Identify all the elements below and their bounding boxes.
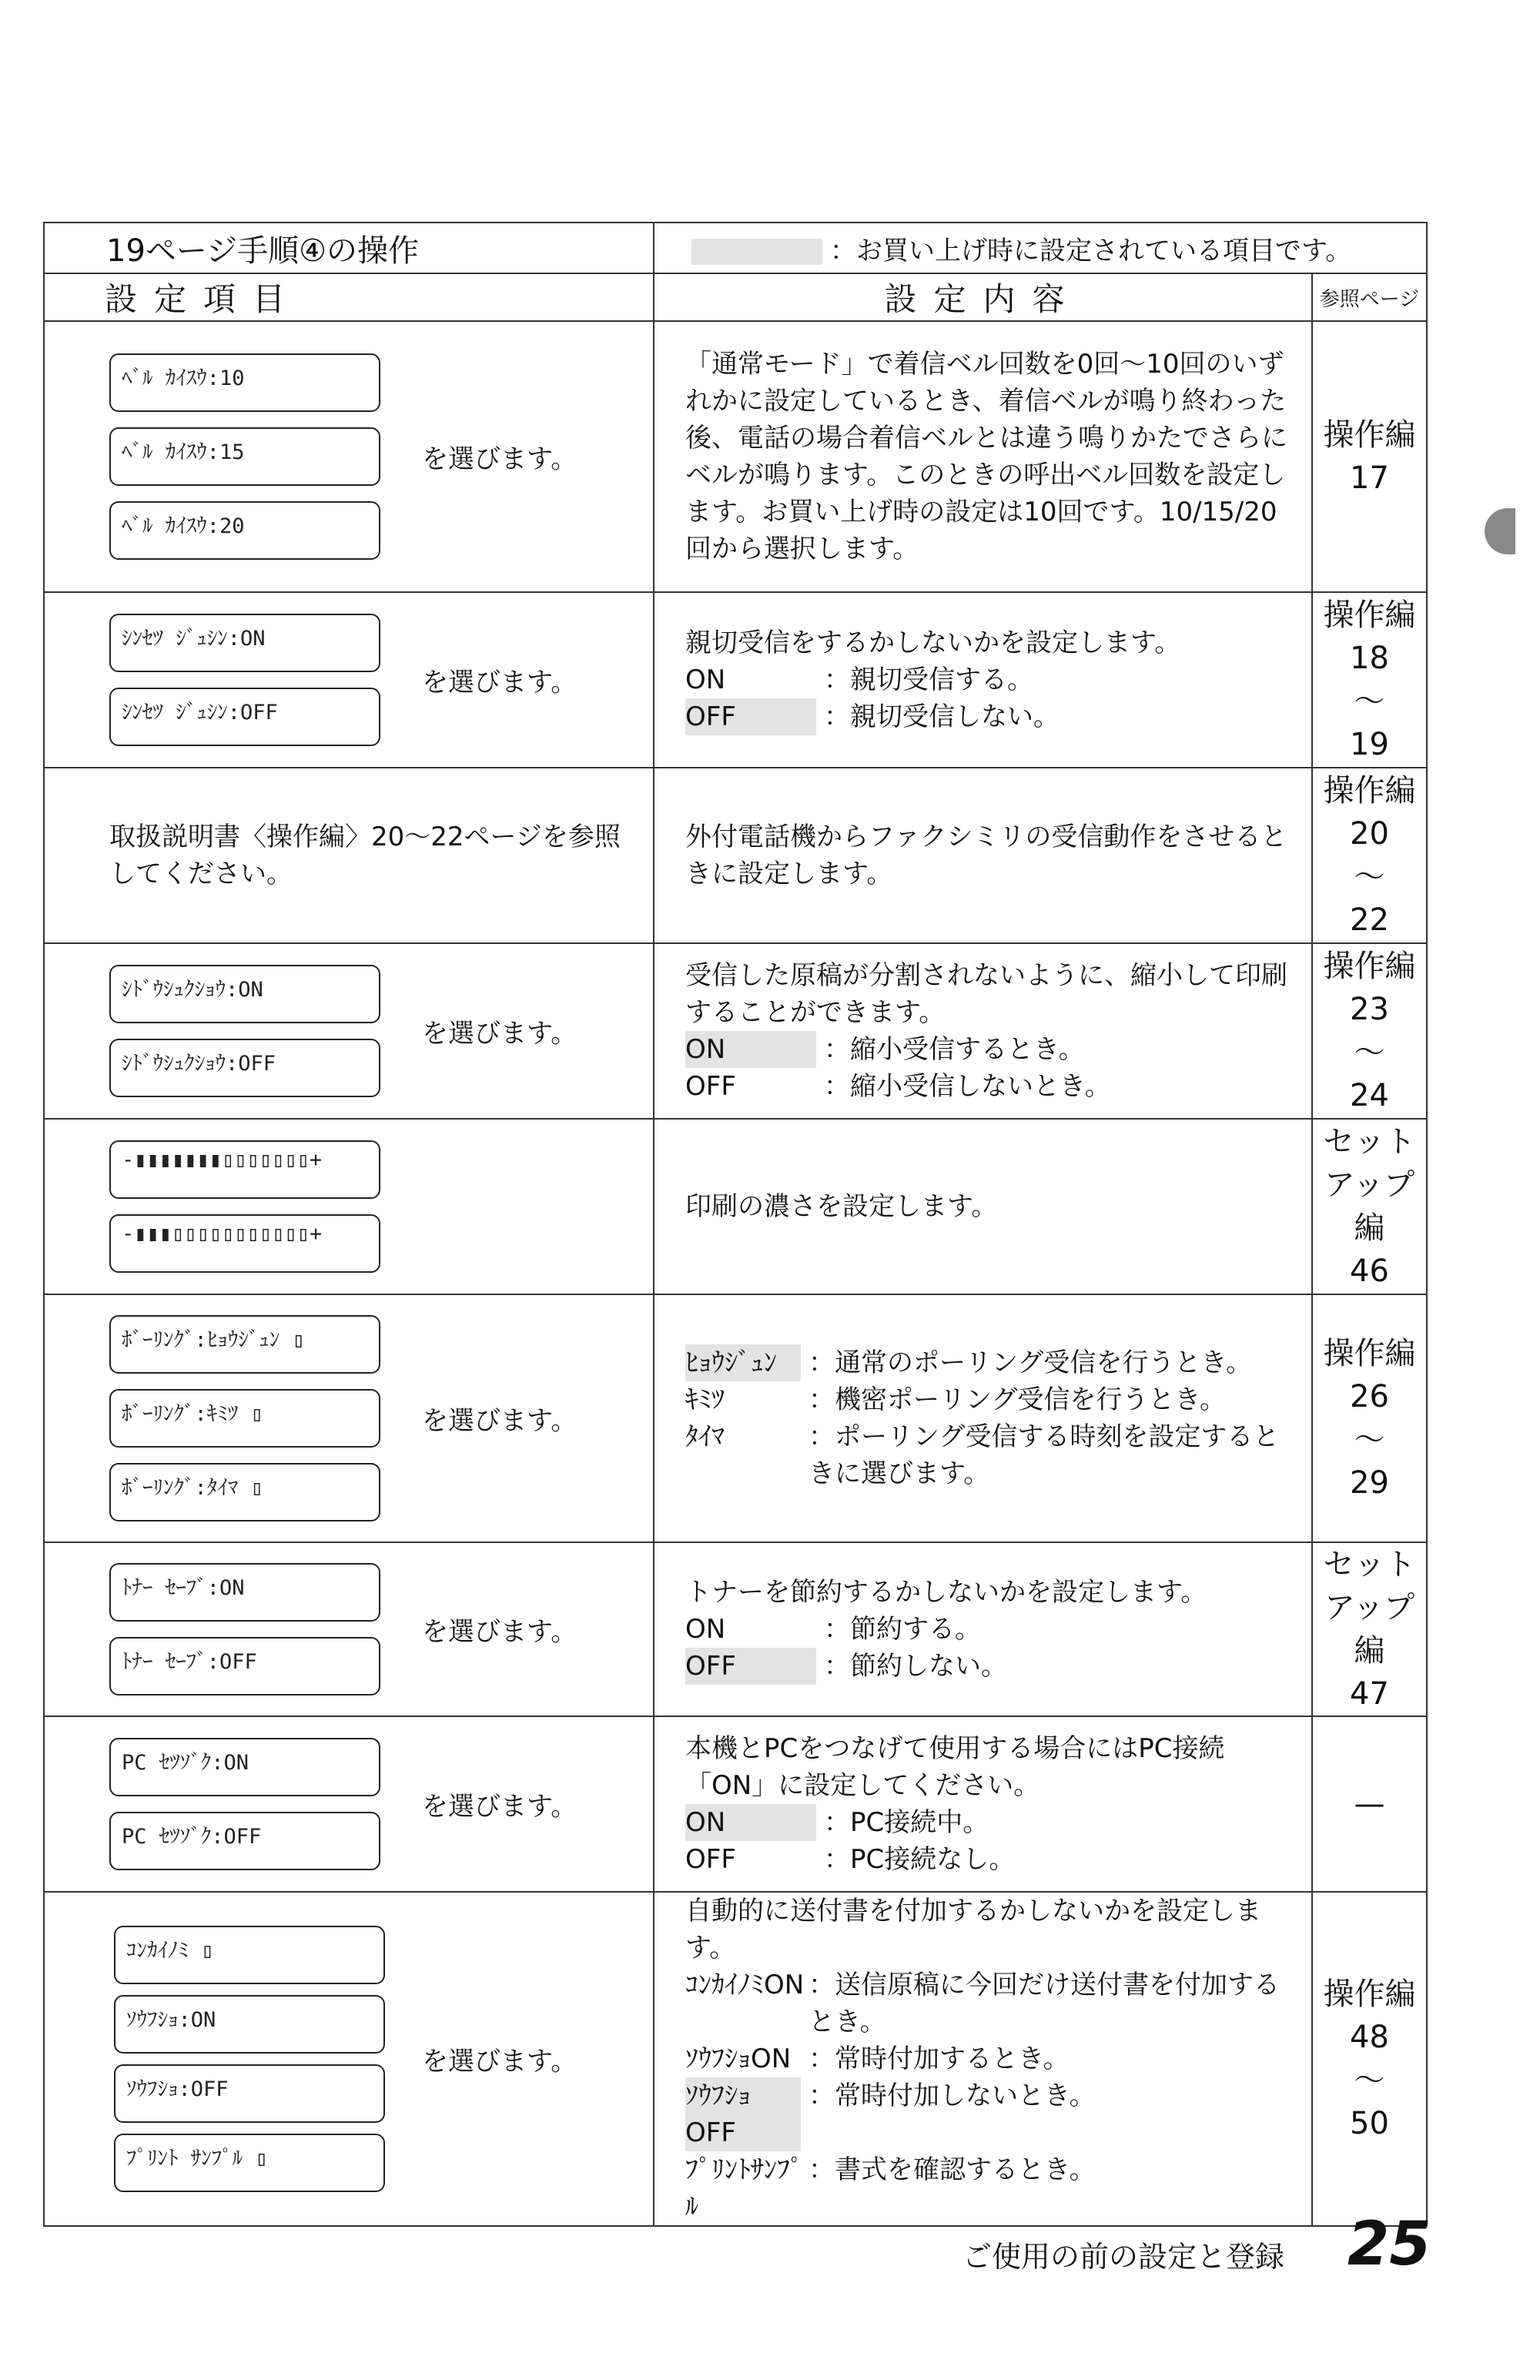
lcd-option: ｼﾝｾﾂ ｼﾞｭｼﾝ:ON: [109, 614, 380, 672]
option-key-default: ﾋｮｳｼﾞｭﾝ: [685, 1344, 801, 1381]
ref-page-number: 24: [1350, 1078, 1389, 1113]
option-line: [685, 1967, 1288, 2040]
ref-range-sep: ～: [1354, 859, 1385, 895]
lcd-option: ｿｳﾌｼｮ:OFF: [114, 2064, 385, 2123]
table-row: [44, 1542, 1427, 1716]
lcd-option: PC ｾﾂｿﾞｸ:ON: [109, 1738, 380, 1796]
option-line: [685, 2077, 1288, 2151]
select-instruction: を選びます。: [422, 1791, 578, 1823]
option-desc: ：親切受信しない。: [824, 701, 1060, 732]
description-intro: トナーを節約するかしないかを設定します。: [685, 1577, 1207, 1608]
column-header-ref: 参照ページ: [1312, 273, 1427, 321]
option-line: [685, 1611, 1288, 1648]
option-key: ｺﾝｶｲﾉﾐON: [685, 1970, 805, 2000]
option-key-default: ｿｳﾌｼｮOFF: [685, 2077, 801, 2151]
ref-range-sep: ～: [1354, 1422, 1385, 1458]
option-desc: ：送信原稿に今回だけ送付書を付加するとき。: [808, 1970, 1280, 2037]
option-line: [685, 2151, 1288, 2225]
select-instruction: を選びます。: [422, 1405, 578, 1437]
option-desc: ：縮小受信しないとき。: [824, 1071, 1111, 1102]
legend-text: ：お買い上げ時に設定されている項目です。: [830, 235, 1352, 266]
option-key-default: OFF: [685, 698, 816, 735]
setting-item-cell: [44, 1716, 654, 1892]
setting-description: 印刷の濃さを設定します。: [654, 1119, 1312, 1294]
setting-description: 「通常モード」で着信ベル回数を0回～10回のいずれかに設定しているとき、着信ベルが鳴り終わった後、電話の場合着信ベルとは違う鳴りかたでさらにベルが鳴ります。このときの呼出ベル回数を設定します。お買い上げ時の設定は10回です。10/15/20回から選択します。: [654, 321, 1312, 592]
lcd-option: ﾎﾞｰﾘﾝｸﾞ:ﾀｲﾏ ▯: [109, 1463, 380, 1521]
lcd-options: [109, 1543, 380, 1716]
ref-range-sep: ～: [1354, 1035, 1385, 1070]
option-desc: ：機密ポーリング受信を行うとき。: [808, 1384, 1226, 1415]
ref-page-number: 46: [1350, 1254, 1389, 1289]
option-line: [685, 1381, 1288, 1418]
ref-page-number: 26: [1350, 1379, 1389, 1414]
option-key: ON: [685, 664, 726, 695]
lcd-options: [109, 1295, 380, 1541]
lcd-option: ｺﾝｶｲﾉﾐ ▯: [114, 1926, 385, 1984]
lcd-option: ｼﾄﾞｳｼｭｸｼｮｳ:OFF: [109, 1039, 380, 1097]
option-line: [685, 698, 1288, 735]
ref-manual: 操作編: [1323, 417, 1416, 453]
select-instruction: を選びます。: [422, 1018, 578, 1049]
description-intro: 親切受信をするかしないかを設定します。: [685, 628, 1181, 658]
lcd-option: ｿｳﾌｼｮ:ON: [114, 1995, 385, 2054]
lcd-option: ｼﾝｾﾂ ｼﾞｭｼﾝ:OFF: [109, 688, 380, 746]
lcd-options: [109, 593, 380, 767]
option-desc: ：節約する。: [824, 1614, 981, 1645]
section-tab-marker: [1485, 508, 1515, 554]
option-line: [685, 1418, 1288, 1492]
ref-page-number: 19: [1350, 727, 1389, 762]
option-desc: ：節約しない。: [824, 1651, 1007, 1682]
option-desc: ：親切受信する。: [824, 664, 1033, 695]
option-line: [685, 2040, 1288, 2077]
ref-page-number: 23: [1350, 992, 1389, 1027]
table-header-row: [44, 273, 1427, 321]
default-legend: [654, 223, 1427, 273]
lcd-options: [109, 322, 380, 591]
ref-page-number: 17: [1350, 460, 1389, 496]
setting-description: [654, 592, 1312, 768]
setting-item-cell: [44, 1892, 654, 2226]
reference-page: [1312, 321, 1427, 592]
page-title: 19ページ手順④の操作: [44, 223, 654, 273]
reference-page: [1312, 1892, 1427, 2226]
table-row: [44, 1892, 1427, 2226]
setting-description: [654, 1542, 1312, 1716]
option-desc: ：常時付加するとき。: [808, 2044, 1070, 2074]
ref-page-number: 22: [1350, 902, 1389, 938]
ref-range-sep: ～: [1354, 2063, 1385, 2098]
option-line: [685, 661, 1288, 698]
option-line: [685, 1344, 1288, 1381]
option-key-default: OFF: [685, 1648, 816, 1685]
lcd-option: PC ｾﾂｿﾞｸ:OFF: [109, 1812, 380, 1870]
reference-page: [1312, 1294, 1427, 1542]
ref-manual: 操作編: [1323, 1977, 1416, 2012]
setting-item-cell: [44, 592, 654, 768]
setting-description: [654, 943, 1312, 1119]
settings-table: [43, 222, 1428, 2227]
ref-page-number: 50: [1350, 2106, 1389, 2141]
lcd-option: ﾍﾞﾙ ｶｲｽｳ:20: [109, 501, 380, 560]
ref-page-number: 29: [1350, 1465, 1389, 1501]
settings-document: [43, 222, 1426, 2227]
lcd-density-option: -▮▮▮▮▮▮▮▯▯▯▯▯▯▯+: [109, 1140, 380, 1199]
reference-page: [1312, 1542, 1427, 1716]
lcd-option: ﾄﾅｰ ｾｰﾌﾞ:ON: [109, 1563, 380, 1622]
ref-page-number: 20: [1350, 816, 1389, 852]
lcd-option: ｼﾄﾞｳｼｭｸｼｮｳ:ON: [109, 965, 380, 1023]
default-swatch: [691, 239, 822, 265]
description-intro: 自動的に送付書を付加するかしないかを設定します。: [685, 1896, 1261, 1963]
column-header-item: 設定項目: [44, 273, 654, 321]
option-key: OFF: [685, 1844, 736, 1875]
reference-page: [1312, 1716, 1427, 1892]
option-key: ｿｳﾌｼｮON: [685, 2044, 792, 2074]
lcd-option: ﾎﾞｰﾘﾝｸﾞ:ｷﾐﾂ ▯: [109, 1389, 380, 1448]
reference-page: [1312, 943, 1427, 1119]
option-line: [685, 1068, 1288, 1105]
setting-item-cell: [44, 1294, 654, 1542]
ref-page-number: 48: [1350, 2020, 1389, 2055]
setting-description: 外付電話機からファクシミリの受信動作をさせるときに設定します。: [654, 768, 1312, 943]
lcd-option: ﾍﾞﾙ ｶｲｽｳ:15: [109, 427, 380, 486]
ref-range-sep: ～: [1354, 684, 1385, 719]
option-line: [685, 1648, 1288, 1685]
setting-item-cell: [44, 1119, 654, 1294]
select-instruction: を選びます。: [422, 1616, 578, 1648]
lcd-option: ﾌﾟﾘﾝﾄ ｻﾝﾌﾟﾙ ▯: [114, 2134, 385, 2192]
option-key-default: ON: [685, 1031, 816, 1068]
reference-page: [1312, 592, 1427, 768]
lcd-options: [114, 1893, 385, 2225]
lcd-options: [109, 1120, 380, 1294]
ref-page-number: 18: [1350, 641, 1389, 676]
table-row: [44, 768, 1427, 943]
setting-description: [654, 1892, 1312, 2226]
manual-reference-text: 取扱説明書〈操作編〉20～22ページを参照してください。: [109, 822, 621, 889]
table-row: [44, 1119, 1427, 1294]
option-desc: ：PC接続中。: [824, 1807, 989, 1838]
reference-page: [1312, 768, 1427, 943]
description-intro: 本機とPCをつなげて使用する場合にはPC接続「ON」に設定してください。: [685, 1733, 1225, 1801]
option-desc: ：通常のポーリング受信を行うとき。: [808, 1347, 1252, 1378]
reference-page: [1312, 1119, 1427, 1294]
description-intro: 受信した原稿が分割されないように、縮小して印刷することができます。: [685, 960, 1287, 1028]
setting-item-cell: [44, 768, 654, 943]
ref-manual: 操作編: [1323, 949, 1416, 984]
table-title-row: [44, 223, 1427, 273]
table-row: [44, 1294, 1427, 1542]
option-line: [685, 1031, 1288, 1068]
option-desc: ：ポーリング受信する時刻を設定するときに選びます。: [808, 1421, 1280, 1489]
lcd-options: [109, 944, 380, 1118]
footer-section-title: ご使用の前の設定と登録: [962, 2240, 1285, 2274]
select-instruction: を選びます。: [422, 2046, 578, 2077]
table-row: [44, 321, 1427, 592]
ref-manual: 操作編: [1323, 598, 1416, 633]
option-desc: ：書式を確認するとき。: [808, 2154, 1096, 2185]
option-key-default: ON: [685, 1804, 816, 1841]
ref-page-number: 47: [1350, 1676, 1389, 1712]
option-key: ON: [685, 1614, 726, 1645]
setting-description: [654, 1294, 1312, 1542]
table-row: [44, 592, 1427, 768]
setting-item-cell: [44, 943, 654, 1119]
option-desc: ：常時付加しないとき。: [808, 2080, 1096, 2111]
ref-manual: セット: [1323, 1547, 1416, 1582]
lcd-option: ﾍﾞﾙ ｶｲｽｳ:10: [109, 353, 380, 412]
ref-manual: アップ編: [1324, 1167, 1415, 1246]
ref-none: —: [1354, 1786, 1385, 1822]
option-key: OFF: [685, 1071, 736, 1102]
ref-manual: 操作編: [1323, 773, 1416, 808]
option-key: ﾌﾟﾘﾝﾄｻﾝﾌﾟﾙ: [685, 2154, 803, 2222]
table-row: [44, 943, 1427, 1119]
select-instruction: を選びます。: [422, 667, 578, 698]
select-instruction: を選びます。: [422, 444, 578, 475]
option-desc: ：PC接続なし。: [824, 1844, 1016, 1875]
ref-manual: セット: [1323, 1124, 1416, 1160]
option-key: ｷﾐﾂ: [685, 1384, 725, 1415]
setting-item-cell: [44, 321, 654, 592]
lcd-option: ﾎﾞｰﾘﾝｸﾞ:ﾋｮｳｼﾞｭﾝ ▯: [109, 1315, 380, 1374]
lcd-options: [109, 1717, 380, 1891]
ref-manual: アップ編: [1324, 1590, 1415, 1669]
setting-item-cell: [44, 1542, 654, 1716]
column-header-content: 設定内容: [654, 273, 1312, 321]
option-desc: ：縮小受信するとき。: [824, 1034, 1085, 1065]
ref-manual: 操作編: [1323, 1336, 1416, 1371]
table-row: [44, 1716, 1427, 1892]
setting-description: [654, 1716, 1312, 1892]
option-key: ﾀｲﾏ: [685, 1421, 725, 1452]
option-line: [685, 1841, 1288, 1878]
option-line: [685, 1804, 1288, 1841]
page-number: 25: [1348, 2210, 1431, 2279]
lcd-option: ﾄﾅｰ ｾｰﾌﾞ:OFF: [109, 1637, 380, 1695]
lcd-density-option: -▮▮▮▯▯▯▯▯▯▯▯▯▯▯+: [109, 1214, 380, 1273]
